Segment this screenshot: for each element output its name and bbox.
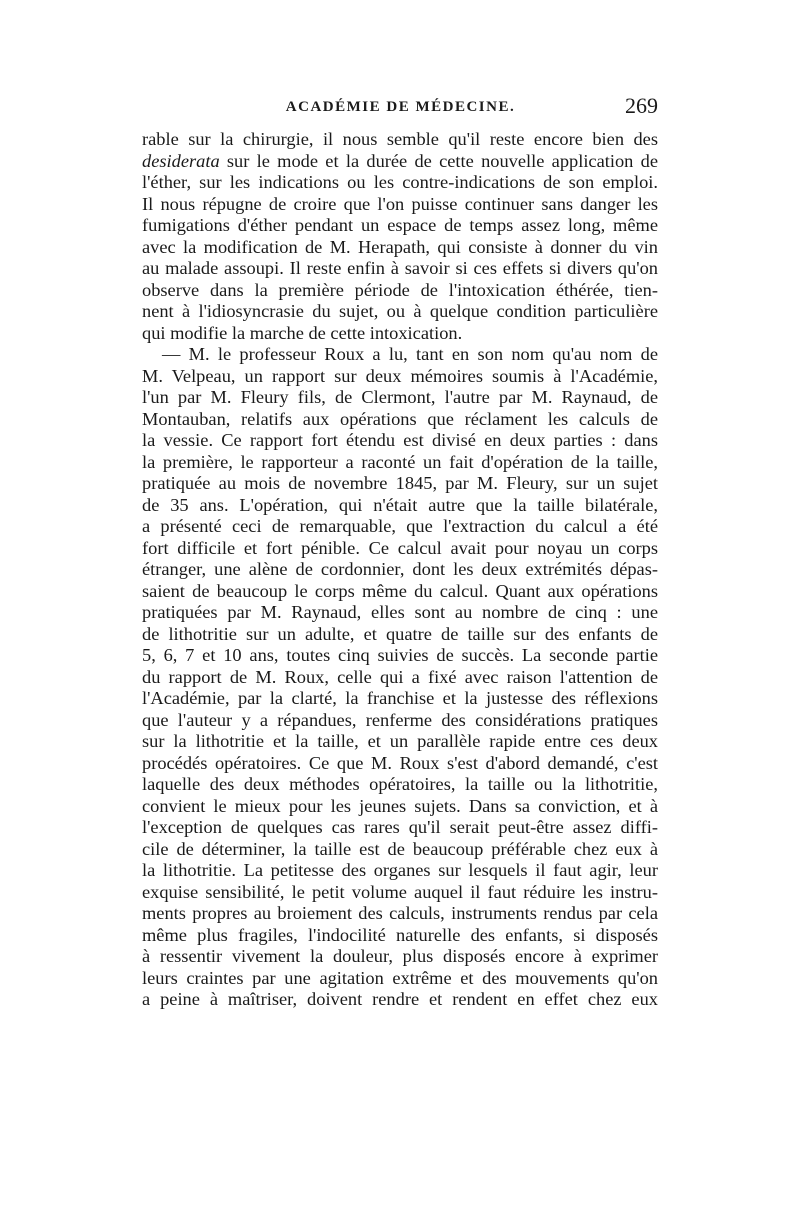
text-line: cile de déterminer, la taille est de beaucoup préférable chez eux à (142, 838, 658, 859)
text-line: convient le mieux pour les jeunes sujets. Dans sa conviction, et à (142, 795, 658, 816)
text-line: rable sur la chirurgie, il nous semble qu'il reste encore bien des (142, 129, 658, 149)
italic-word: desiderata (142, 150, 220, 171)
text-line: Il nous répugne de croire que l'on puisse continuer sans danger les (142, 193, 658, 214)
text-line: de lithotritie sur un adulte, et quatre de taille sur des enfants de (142, 623, 658, 644)
text-line: a peine à maîtriser, doivent rendre et rendent en effet chez eux (142, 989, 658, 1009)
text-line: avec la modification de M. Herapath, qui consiste à donner du vin (142, 236, 658, 257)
running-title: ACADÉMIE DE MÉDECINE. (285, 99, 516, 115)
text-line: laquelle des deux méthodes opératoires, la taille ou la lithotritie, (142, 774, 658, 794)
text-line: à ressentir vivement la douleur, plus disposés encore à exprimer (142, 946, 658, 966)
text-line: saient de beaucoup le corps même du calcul. Quant aux opérations (142, 580, 658, 601)
text-line: pratiquée au mois de novembre 1845, par M. Fleury, sur un sujet (142, 473, 658, 493)
text-line: observe dans la première période de l'intoxication éthérée, tien- (142, 279, 658, 300)
text-line: nent à l'idiosyncrasie du sujet, ou à quelque condition particulière (142, 301, 658, 321)
text-line: pratiquées par M. Raynaud, elles sont au nombre de cinq : une (142, 602, 658, 622)
text-line: la première, le rapporteur a raconté un fait d'opération de la taille, (142, 451, 658, 472)
text-line: l'éther, sur les indications ou les contre-indications de son emploi. (142, 172, 658, 192)
running-head (143, 93, 658, 123)
text-line: l'Académie, par la clarté, la franchise et la justesse des réflexions (142, 688, 658, 708)
text-line: leurs craintes par une agitation extrême et des mouvements qu'on (142, 967, 658, 988)
text-line: l'un par M. Fleury fils, de Clermont, l'autre par M. Raynaud, de (142, 387, 658, 407)
text-line: a présenté ceci de remarquable, que l'extraction du calcul a été (142, 516, 658, 536)
text-line: la lithotritie. La petitesse des organes sur lesquels il faut agir, leur (142, 860, 658, 880)
text-line: l'exception de quelques cas rares qu'il serait peut-être assez diffi- (142, 817, 658, 837)
page-number: 269 (625, 93, 658, 118)
text-line: M. Velpeau, un rapport sur deux mémoires soumis à l'Académie, (142, 365, 658, 386)
text-line: de 35 ans. L'opération, qui n'était autre que la taille bilatérale, (142, 494, 658, 515)
text-line (142, 151, 658, 173)
text-line: qui modifie la marche de cette intoxication. (142, 322, 463, 343)
text-line: la vessie. Ce rapport fort étendu est divisé en deux parties : dans (142, 430, 658, 450)
text-line: que l'auteur y a répandues, renferme des considérations pratiques (142, 709, 658, 730)
text-line: exquise sensibilité, le petit volume auquel il faut réduire les instru- (142, 881, 658, 902)
text-line: sur la lithotritie et la taille, et un parallèle rapide entre ces deux (142, 731, 658, 751)
text-line-rest: sur le mode et la durée de cette nouvelle application de (219, 150, 658, 171)
text-line: 5, 6, 7 et 10 ans, toutes cinq suivies de succès. La seconde partie (142, 645, 658, 665)
text-line: procédés opératoires. Ce que M. Roux s'est d'abord demandé, c'est (142, 752, 658, 773)
text-line: étranger, une alène de cordonnier, dont les deux extrémités dépas- (142, 559, 658, 579)
text-line: du rapport de M. Roux, celle qui a fixé avec raison l'attention de (142, 666, 658, 687)
body-text (142, 129, 658, 1011)
text-line: — M. le professeur Roux a lu, tant en son nom qu'au nom de (162, 344, 658, 364)
text-line: au malade assoupi. Il reste enfin à savoir si ces effets si divers qu'on (142, 258, 658, 278)
text-line: fort difficile et fort pénible. Ce calcul avait pour noyau un corps (142, 537, 658, 558)
text-line: Montauban, relatifs aux opérations que réclament les calculs de (142, 408, 658, 429)
text-line: ments propres au broiement des calculs, instruments rendus par cela (142, 903, 658, 923)
text-line: fumigations d'éther pendant un espace de temps assez long, même (142, 215, 658, 235)
text-line: même plus fragiles, l'indocilité naturelle des enfants, si disposés (142, 924, 658, 945)
